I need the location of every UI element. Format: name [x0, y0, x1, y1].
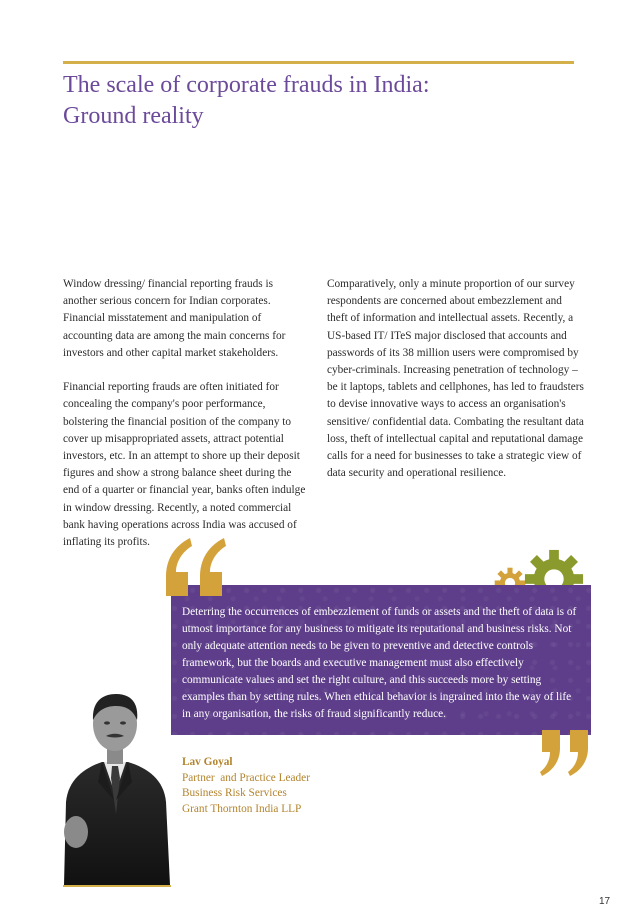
signature-name: Lav Goyal [182, 756, 233, 768]
close-quote-icon [538, 728, 594, 778]
page-number: 17 [599, 896, 611, 907]
signature-block [182, 755, 310, 817]
right-paragraph-1: Comparatively, only a minute proportion of our survey respondents are concerned about embezzlement and theft of information and intellectual assets. Recently, a US-based IT/ ITeS major disclosed that accounts and passwords of its 38 million users were compromised by cyber-criminals. Increasing penetration of technology – be it laptops, tablets and cellphones, has led to fraudsters to devise innovative ways to access an organisation's sensitive/ confidential data. Combating the resultant data loss, theft of intellectual capital and reputational damage calls for a need for businesses to take a strategic view of data security and operational resilience. [327, 278, 584, 480]
page-title-line-1: The scale of corporate frauds in India: [63, 72, 430, 98]
signature-company: Grant Thornton India LLP [182, 802, 302, 815]
left-column [63, 276, 309, 568]
right-column [327, 276, 584, 500]
portrait-photo [56, 682, 174, 885]
signature-unit: Business Risk Services [182, 787, 287, 799]
left-paragraph-2: Financial reporting frauds are often initiated for concealing the company's poor performance, bolstering the financial position of the company to cover up misappropriated assets, attract potential investors, etc. In an attempt to shore up their deposit figures and show a strong balance sheet during the end of a quarter or financial year, banks often indulge in window dressing. Recently, a noted commercial bank having operations across India was accused of inflating its profits. [63, 381, 306, 549]
top-rule [63, 61, 574, 64]
signature-role: Partner and Practice Leader [182, 771, 310, 784]
left-paragraph-1: Window dressing/ financial reporting frauds is another serious concern for Indian corporates. Financial misstatement and manipulation of accounting data are among the main concerns for investors and other capital market stakeholders. [63, 278, 286, 359]
page-title-line-2: Ground reality [63, 103, 204, 129]
portrait-rule [63, 885, 171, 887]
open-quote-icon [160, 532, 230, 600]
quote-text: Deterring the occurrences of embezzlement of funds or assets and the theft of data is of utmost importance for any business to mitigate its reputational and business risks. Not only adequate attention needs to be given to preventive and detective controls framework, but the boards and executive management must also effectively communicate values and set the right culture, and this succeeds more by setting examples than by setting rules. When ethical behavior is ingrained into the way of life in any organisation, the risks of fraud significantly reduce. [182, 606, 577, 720]
page-title [63, 70, 583, 132]
